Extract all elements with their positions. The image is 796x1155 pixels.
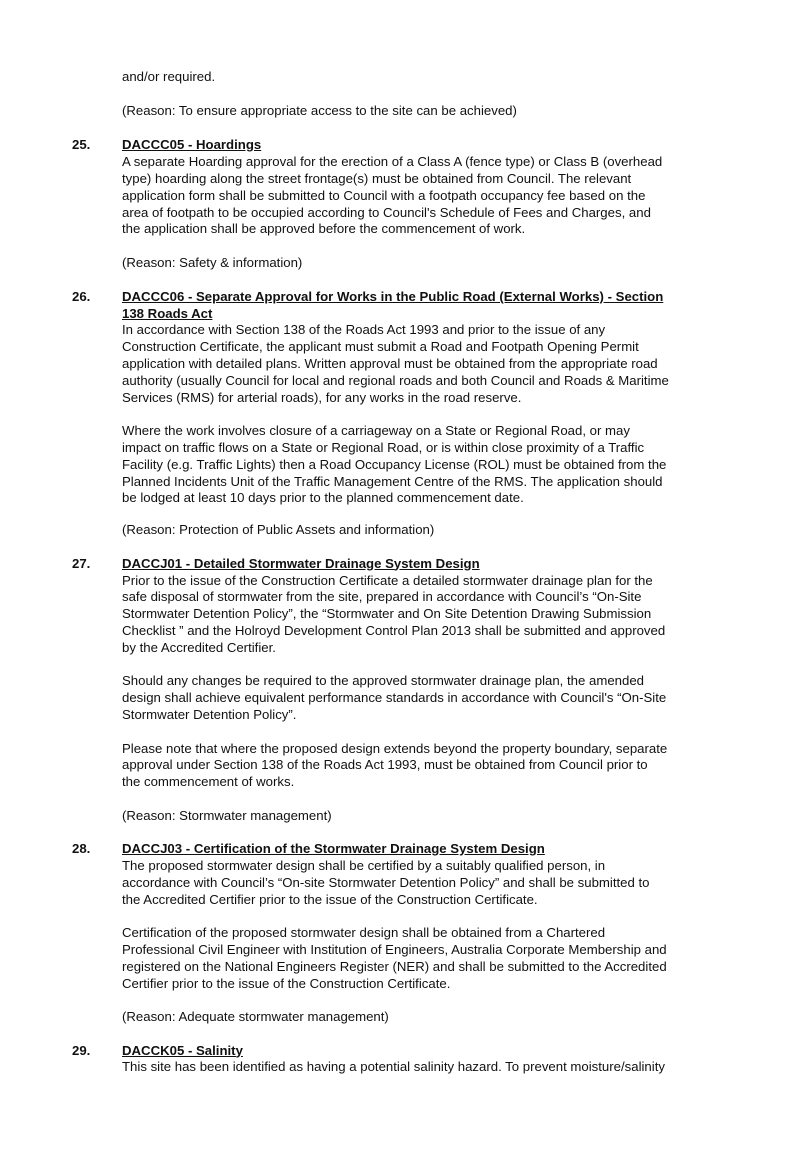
- body-line: the Accredited Certifier prior to the issue of the Construction Certificate.: [122, 891, 538, 907]
- body-line: accordance with Council’s “On-site Stormwater Detention Policy” and shall be submitted to: [122, 875, 650, 890]
- body-line: type) hoarding along the street frontage(s) must be obtained from Council. The relevant: [122, 170, 632, 186]
- body-line: The proposed stormwater design shall be certified by a suitably qualified person, in: [122, 858, 606, 873]
- body-line: Certifier prior to the issue of the Construction Certificate.: [122, 975, 451, 991]
- body-line: application with detailed plans. Written approval must be obtained from the appropriate road: [122, 356, 658, 371]
- body-line: application form shall be submitted to Council with a footpath occupancy fee based on the: [122, 187, 646, 203]
- condition-number: 25.: [72, 137, 91, 152]
- body-line: Where the work involves closure of a carriageway on a State or Regional Road, or may: [122, 423, 630, 438]
- body-line: A separate Hoarding approval for the erection of a Class A (fence type) or Class B (overhead: [122, 153, 663, 169]
- body-line: Services (RMS) for arterial roads), for any works in the road reserve.: [122, 389, 522, 405]
- reason-text: (Reason: Protection of Public Assets and information): [122, 521, 435, 537]
- condition-heading: DACCJ01 - Detailed Stormwater Drainage System Design: [122, 555, 480, 571]
- body-line: Certification of the proposed stormwater design shall be obtained from a Chartered: [122, 925, 606, 940]
- reason-text: (Reason: Adequate stormwater management): [122, 1009, 389, 1024]
- body-line: impact on traffic flows on a State or Regional Road, or is within close proximity of a Traffic: [122, 440, 645, 455]
- condition-heading: DACCC05 - Hoardings: [122, 137, 262, 152]
- condition-heading: DACCK05 - Salinity: [122, 1042, 243, 1058]
- body-line: the commencement of works.: [122, 774, 295, 789]
- body-line: area of footpath to be occupied according to Council's Schedule of Fees and Charges, and: [122, 204, 651, 220]
- body-line: Stormwater Detention Policy”.: [122, 706, 297, 722]
- condition-number: 26.: [72, 289, 91, 304]
- body-line: Please note that where the proposed design extends beyond the property boundary, separate: [122, 740, 668, 756]
- reason-text: (Reason: To ensure appropriate access to the site can be achieved): [122, 103, 517, 118]
- body-line: This site has been identified as having a potential salinity hazard. To prevent moisture/salinity: [122, 1059, 665, 1074]
- body-line: Professional Civil Engineer with Institution of Engineers, Australia Corporate Membership and: [122, 942, 667, 957]
- body-line: authority (usually Council for local and regional roads and both Council and Roads & Maritime: [122, 372, 669, 388]
- condition-heading-continued: 138 Roads Act: [122, 305, 213, 321]
- body-line: Checklist ” and the Holroyd Development Control Plan 2013 shall be submitted and approved: [122, 623, 666, 638]
- body-line: Construction Certificate, the applicant must submit a Road and Footpath Opening Permit: [122, 339, 639, 354]
- reason-text: (Reason: Safety & information): [122, 255, 303, 270]
- body-line: by the Accredited Certifier.: [122, 639, 276, 655]
- reason-text: (Reason: Stormwater management): [122, 807, 332, 823]
- body-line: Facility (e.g. Traffic Lights) then a Road Occupancy License (ROL) must be obtained from the: [122, 456, 667, 472]
- body-line: be lodged at least 10 days prior to the planned commencement date.: [122, 490, 524, 505]
- body-line: design shall achieve equivalent performance standards in accordance with Council's “On-Site: [122, 690, 667, 705]
- condition-number: 29.: [72, 1042, 91, 1058]
- condition-heading: DACCC06 - Separate Approval for Works in the Public Road (External Works) - Section: [122, 289, 664, 304]
- body-line: approval under Section 138 of the Roads Act 1993, must be obtained from Council prior to: [122, 757, 648, 772]
- body-line: safe disposal of stormwater from the site, prepared in accordance with Council’s “On-Site: [122, 589, 642, 604]
- body-line: the application shall be approved before the commencement of work.: [122, 221, 526, 236]
- body-line: Prior to the issue of the Construction Certificate a detailed stormwater drainage plan for the: [122, 572, 653, 588]
- continuation-text: and/or required.: [122, 69, 216, 84]
- condition-number: 28.: [72, 841, 91, 856]
- body-line: Stormwater Detention Policy”, the “Stormwater and On Site Detention Drawing Submission: [122, 606, 652, 621]
- body-line: registered on the National Engineers Register (NER) and shall be submitted to the Accredited: [122, 958, 667, 974]
- body-line: Should any changes be required to the approved stormwater drainage plan, the amended: [122, 673, 644, 688]
- body-line: Planned Incidents Unit of the Traffic Management Centre of the RMS. The application should: [122, 473, 663, 489]
- body-line: In accordance with Section 138 of the Roads Act 1993 and prior to the issue of any: [122, 322, 606, 337]
- condition-heading: DACCJ03 - Certification of the Stormwater Drainage System Design: [122, 841, 545, 856]
- condition-number: 27.: [72, 555, 91, 571]
